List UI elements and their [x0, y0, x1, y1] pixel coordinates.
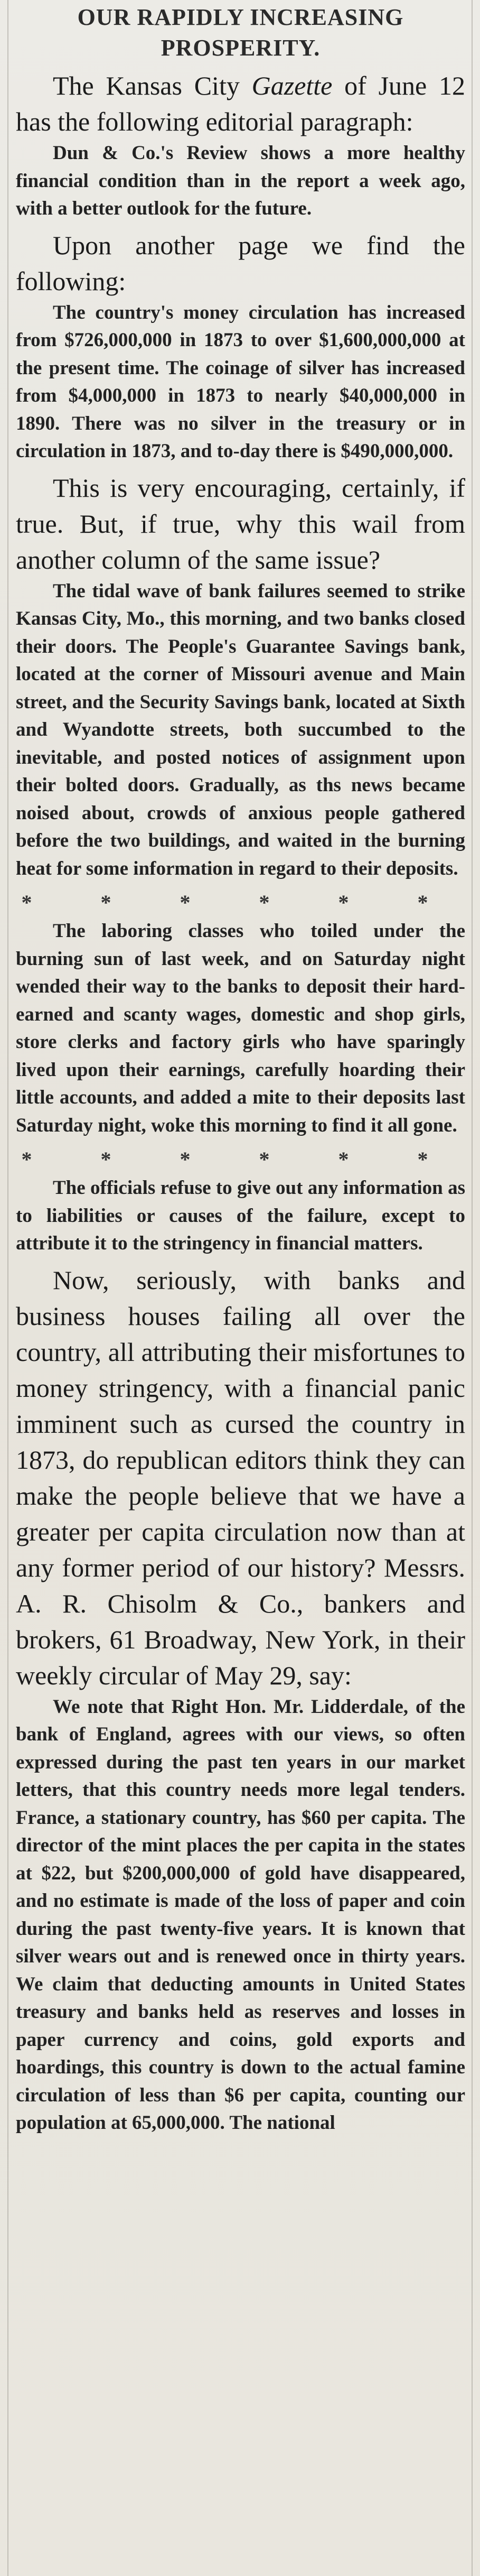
- quoted-laboring-classes-paragraph: The laboring classes who toiled under the burning sun of last week, and on Saturday night wended their way to the banks to deposit their hard-earned and scanty wages, domestic and shop girls, store clerks and factory girls who have sparingly lived upon their earnings, carefully hoarding their little accounts, and added a mite to their deposits last Saturday night, woke this morning to find it all gone.: [16, 920, 465, 1136]
- section-separator: * * * * * *: [21, 1147, 460, 1171]
- quoted-review-paragraph: Dun & Co.'s Review shows a more healthy financial condition than in the report a week ago, with a better outlook for the future.: [16, 142, 465, 219]
- section-separator: * * * * * *: [21, 891, 460, 914]
- intro-text-end: of June 12 has the following editorial paragraph:: [16, 71, 465, 136]
- quoted-circular-paragraph: We note that Right Hon. Mr. Lidderdale, of the bank of England, agrees with our views, so often expressed during the past ten years in our market letters, that this country needs more legal tenders. France, a stationary country, has $60 per capita. The director of the mint places the per capita in the states at $22, but $200,000,000 of gold have disappeared, and no estimate is made of the loss of paper and coin during the past twenty-five years. It is known that silver wears out and is renewed once in thirty years. We claim that deducting amounts in United States treasury and banks held as reserves and losses in paper currency and coins, gold exports and hoardings, this country is down to the actual famine circulation of less than $6 per capita, counting our population at 65,000,000. The national: [16, 1695, 465, 2134]
- quoted-bank-failures-paragraph: The tidal wave of bank failures seemed to strike Kansas City, Mo., this morning, and two banks closed their doors. The People's Guarantee Savings bank, located at the corner of Missouri avenue and Main street, and the Security Savings bank, located at Sixth and Wyandotte streets, both succumbed to the inevitable, and posted notices of assignment upon their bolted doors. Gradually, as ths news became noised about, crowds of anxious people gathered before the two buildings, and waited in the burning heat for some information in regard to their deposits.: [16, 580, 465, 879]
- transition-paragraph: Upon another page we find the following:: [16, 230, 465, 296]
- intro-paragraph: [16, 68, 465, 140]
- quoted-officials-paragraph: The officials refuse to give out any information as to liabilities or causes of the failure, except to attribute it to the stringency in financial matters.: [16, 1177, 465, 1254]
- commentary-paragraph: This is very encouraging, certainly, if true. But, if true, why this wail from another column of the same issue?: [16, 472, 465, 574]
- right-column-rule: [472, 0, 473, 2576]
- quoted-circulation-paragraph: The country's money circulation has increased from $726,000,000 in 1873 to over $1,600,000,000 at the present time. The coinage of silver has increased from $4,000,000 in 1873 to nearly $40,000,000 in 1890. There was no silver in the treasury or in circulation in 1873, and to-day there is $490,000,000.: [16, 301, 465, 462]
- article-headline: OUR RAPIDLY INCREASING PROSPERITY.: [77, 4, 404, 61]
- left-column-rule: [7, 0, 8, 2576]
- newspaper-name: Gazette: [251, 71, 333, 100]
- argument-paragraph: Now, seriously, with banks and business houses failing all over the country, all attributing their misfortunes to money stringency, with a financial panic imminent such as cursed the country in 1873, do republican editors think they can make the people believe that we have a greater per capita circulation now than at any former period of our history? Messrs. A. R. Chisolm & Co., bankers and brokers, 61 Broadway, New York, in their weekly circular of May 29, say:: [16, 1265, 465, 1690]
- intro-text-start: The Kansas City: [53, 71, 252, 100]
